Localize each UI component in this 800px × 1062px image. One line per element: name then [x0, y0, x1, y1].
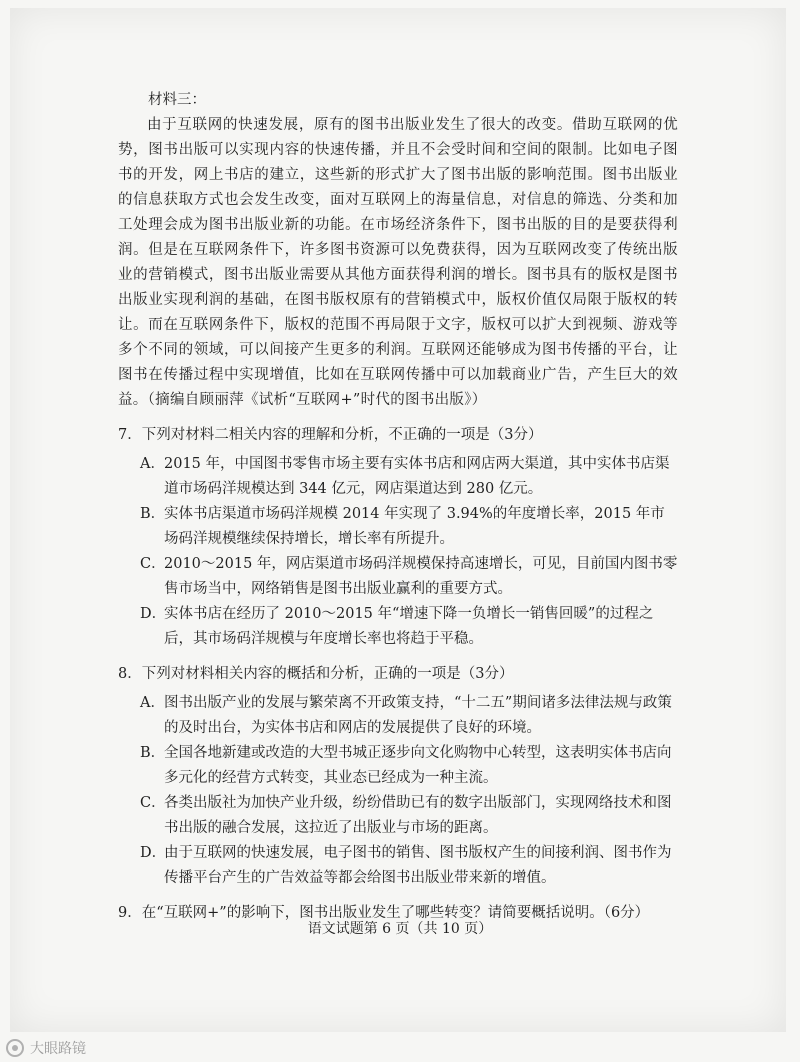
question-7 — [118, 423, 678, 652]
option-letter: A． — [140, 456, 165, 472]
option-letter: B． — [140, 745, 166, 761]
option-text: 各类出版社为加快产业升级，纷纷借助已有的数字出版部门，实现网络技术和图书出版的融合发展，这拉近了出版业与市场的距离。 — [164, 795, 672, 836]
material-paragraph: 由于互联网的快速发展，原有的图书出版业发生了很大的改变。借助互联网的优势，图书出版可以实现内容的快速传播，并且不会受时间和空间的限制。比如电子图书的开发，网上书店的建立，这些新的形式扩大了图书出版的影响范围。图书出版业的信息获取方式也会发生改变，面对互联网上的海量信息，对信息的筛选、分类和加工处理会成为图书出版业新的功能。在市场经济条件下，图书出版的目的是要获得利润。但是在互联网条件下，许多图书资源可以免费获得，因为互联网改变了传统出版业的营销模式，图书出版业需要从其他方面获得利润的增长。图书具有的版权是图书出版业实现利润的基础，在图书版权原有的营销模式中，版权价值仅局限于版权的转让。而在互联网条件下，版权的范围不再局限于文字，版权可以扩大到视频、游戏等多个不同的领域，可以间接产生更多的利润。互联网还能够成为图书传播的平台，让图书在传播过程中实现增值，比如在互联网传播中可以加载商业广告，产生巨大的效益。（摘编自顾丽萍《试析“互联网+”时代的图书出版》） — [118, 117, 678, 408]
page-content — [118, 88, 678, 930]
option-c — [140, 552, 678, 602]
watermark — [6, 1038, 86, 1058]
option-d — [140, 841, 678, 891]
option-text: 2010～2015 年，网店渠道市场码洋规模保持高速增长，可见，目前国内图书零售市场当中，网络销售是图书出版业赢利的重要方式。 — [164, 556, 678, 597]
option-b — [140, 502, 678, 552]
option-a — [140, 452, 678, 502]
option-d — [140, 602, 678, 652]
option-text: 实体书店渠道市场码洋规模 2014 年实现了 3.94%的年度增长率，2015 年市场码洋规模继续保持增长，增长率有所提升。 — [164, 506, 665, 547]
option-letter: B． — [140, 506, 166, 522]
question-stem: 8．下列对材料相关内容的概括和分析，正确的一项是（3分） — [118, 666, 514, 682]
option-text: 2015 年，中国图书零售市场主要有实体书店和网店两大渠道，其中实体书店渠道市场码洋规模达到 344 亿元，网店渠道达到 280 亿元。 — [164, 456, 670, 497]
option-text: 实体书店在经历了 2010～2015 年“增速下降一负增长一销售回暖”的过程之后，其市场码洋规模与年度增长率也将趋于平稳。 — [164, 606, 654, 647]
option-letter: C． — [140, 556, 166, 572]
option-text: 由于互联网的快速发展，电子图书的销售、图书版权产生的间接利润、图书作为传播平台产生的广告效益等都会给图书出版业带来新的增值。 — [164, 845, 672, 886]
question-stem: 9．在“互联网+”的影响下，图书出版业发生了哪些转变？请简要概括说明。（6分） — [118, 905, 650, 921]
option-a — [140, 691, 678, 741]
eye-logo-icon — [6, 1039, 24, 1057]
option-text: 图书出版产业的发展与繁荣离不开政策支持，“十二五”期间诸多法律法规与政策的及时出台，为实体书店和网店的发展提供了良好的环境。 — [164, 695, 672, 736]
material-title: 材料三： — [148, 92, 206, 108]
option-letter: A． — [140, 695, 165, 711]
watermark-text: 大眼路镜 — [30, 1041, 86, 1057]
question-stem: 7．下列对材料二相关内容的理解和分析，不正确的一项是（3分） — [118, 427, 543, 443]
option-letter: C． — [140, 795, 166, 811]
page-footer: 语文试题第 6 页（共 10 页） — [307, 921, 493, 937]
option-b — [140, 741, 678, 791]
question-8 — [118, 662, 678, 891]
option-text: 全国各地新建或改造的大型书城正逐步向文化购物中心转型，这表明实体书店向多元化的经营方式转变，其业态已经成为一种主流。 — [164, 745, 672, 786]
option-c — [140, 791, 678, 841]
option-letter: D． — [140, 845, 167, 861]
option-letter: D． — [140, 606, 167, 622]
